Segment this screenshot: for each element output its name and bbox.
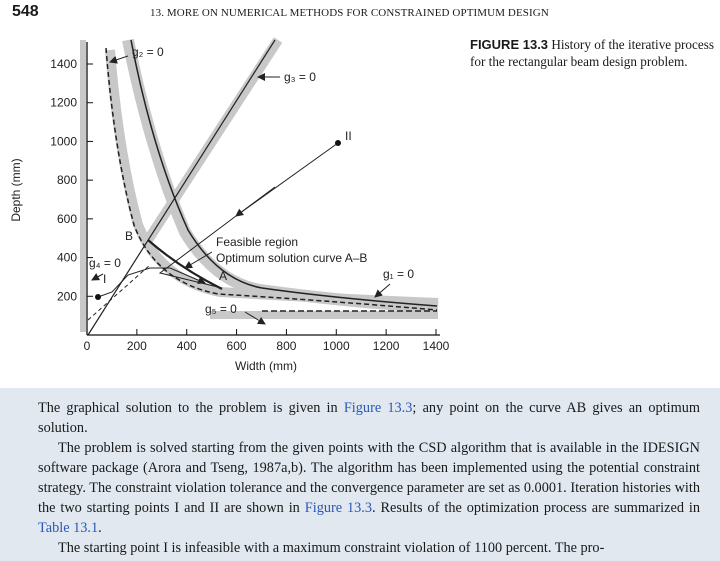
x-tick-label: 1200 — [372, 339, 400, 353]
y-tick-label: 1400 — [50, 57, 77, 71]
figure-link-1[interactable]: Figure 13.3 — [343, 400, 413, 416]
y-tick-label: 800 — [56, 173, 77, 188]
infeasible-band-g4 — [80, 40, 86, 332]
x-tick-label: 1400 — [422, 339, 450, 353]
page-number: 548 — [12, 3, 39, 20]
x-tick-label: 1000 — [322, 339, 350, 353]
figure-link-2[interactable]: Figure 13.3 — [304, 500, 373, 516]
curve-g4 — [88, 265, 150, 320]
x-tick-label: 200 — [126, 339, 147, 353]
start-point-I — [95, 294, 101, 300]
x-axis-ticks — [87, 329, 436, 335]
label-g5: g₅ = 0 — [205, 302, 237, 316]
figure-caption — [470, 36, 714, 70]
paragraph-1 — [38, 398, 700, 438]
y-tick-label: 1200 — [50, 95, 77, 110]
label-I: I — [103, 272, 107, 286]
y-tick-label: 400 — [56, 250, 77, 265]
label-g1: g₁ = 0 — [383, 267, 415, 281]
iteration-path-II — [160, 143, 338, 288]
x-tick-label: 400 — [176, 339, 197, 353]
arrow-g4 — [92, 274, 103, 280]
caption-text: History of the iterative process for the rectangular beam design problem. — [470, 37, 714, 69]
y-axis-label: Depth (mm) — [9, 158, 23, 222]
caption-label: FIGURE 13.3 — [470, 37, 549, 52]
p2-text-c: . — [98, 520, 102, 536]
start-point-II — [335, 140, 341, 146]
label-B: B — [125, 229, 134, 243]
label-II: II — [345, 129, 352, 143]
x-tick-label: 600 — [226, 339, 247, 353]
running-head: 13. MORE ON NUMERICAL METHODS FOR CONSTRAINED OPTIMUM DESIGN — [150, 7, 549, 19]
x-tick-label: 800 — [276, 339, 297, 353]
arrow-g1 — [375, 284, 390, 297]
table-link[interactable]: Table 13.1 — [38, 520, 99, 536]
label-g3: g₃ = 0 — [284, 70, 316, 84]
label-A: A — [219, 269, 228, 283]
label-g2: g₂ = 0 — [132, 45, 164, 59]
x-axis-label: Width (mm) — [235, 359, 297, 373]
label-feasible-region: Feasible region — [216, 235, 299, 249]
p1-text-a: The graphical solution to the problem is given in — [38, 400, 344, 416]
p1-text-b: ; any point on the curve AB gives an optimum solution. — [38, 400, 701, 436]
y-tick-label: 600 — [56, 211, 77, 226]
arrow-II — [236, 187, 275, 216]
label-g4: g₄ = 0 — [89, 256, 121, 270]
p2-text-b: . Results of the optimization process are summarized in — [372, 500, 701, 516]
y-tick-label: 1000 — [50, 134, 77, 149]
paragraph-2 — [38, 438, 700, 538]
label-optimum-curve: Optimum solution curve A–B — [216, 251, 368, 265]
x-tick-label: 0 — [83, 339, 91, 353]
p2-text-a: The problem is solved starting from the given points with the CSD algorithm that is available in the IDESIGN software package (Arora and Tseng, 1987a,b). The algorithm has been implemented using the potential constraint strategy. The constraint violation tolerance and the convergence parameter are set as 0.0001. Iteration histories with the two starting points I and II are shown in — [38, 440, 700, 516]
y-tick-label: 200 — [56, 289, 77, 304]
paragraph-3: The starting point I is infeasible with a maximum constraint violation of 1100 percent. The pro- — [58, 540, 605, 556]
body-text-box — [0, 388, 720, 561]
